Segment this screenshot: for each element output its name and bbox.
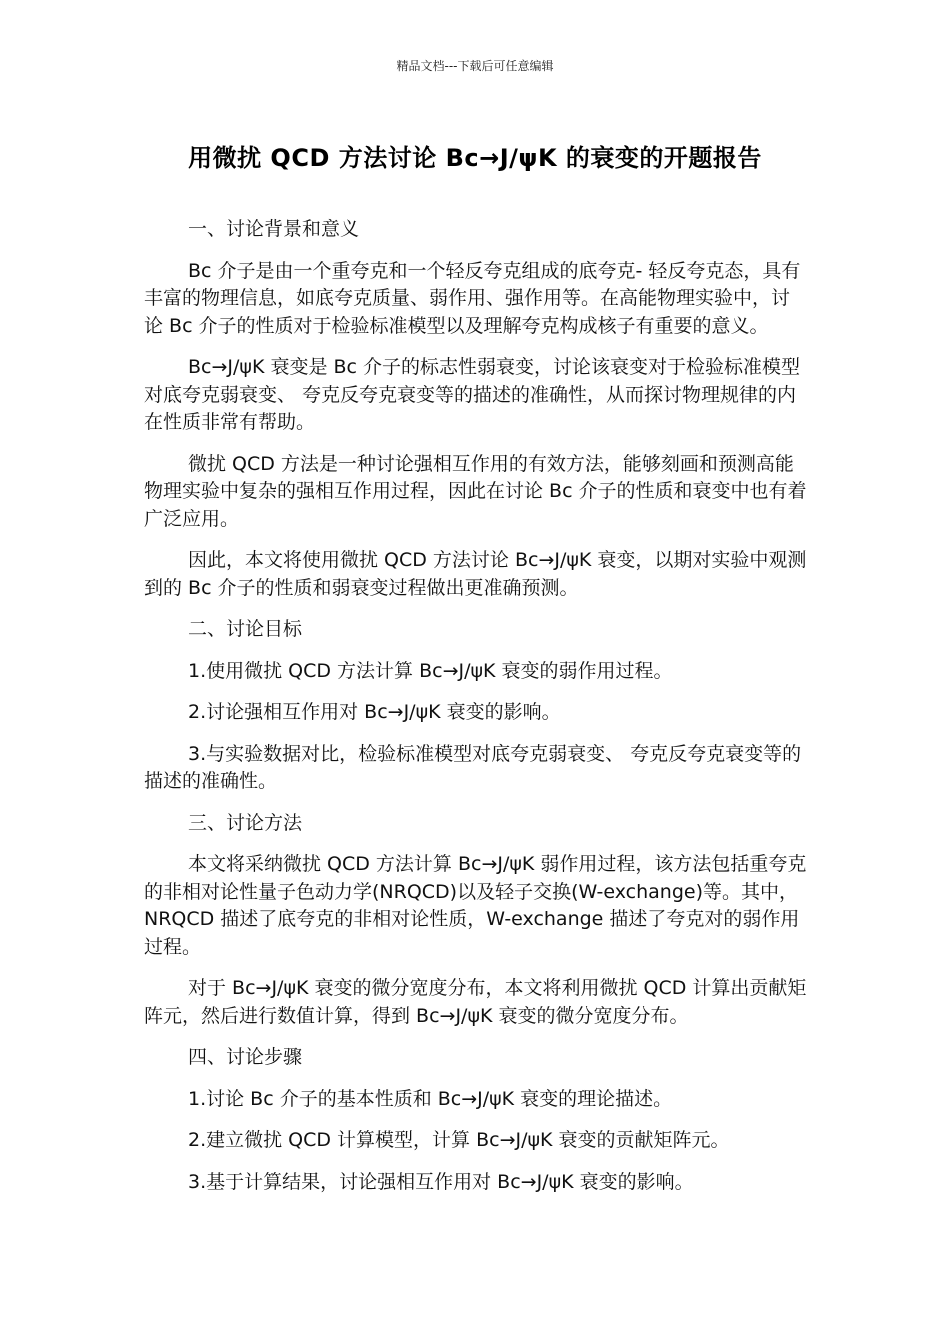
- section-heading-steps: 四、讨论步骤: [188, 1046, 303, 1068]
- paragraph: 微扰 QCD 方法是一种讨论强相互作用的有效方法，能够刻画和预测高能物理实验中复杂的强相互作用过程，因此在讨论 Bc 介子的性质和衰变中也有着广泛应用。: [144, 452, 807, 530]
- list-item: 1.讨论 Bc 介子的基本性质和 Bc→J/ψK 衰变的理论描述。: [188, 1087, 673, 1110]
- paragraph: Bc 介子是由一个重夸克和一个轻反夸克组成的底夸克- 轻反夸克态，具有丰富的物理信息，如底夸克质量、弱作用、强作用等。在高能物理实验中，讨论 Bc 介子的性质对于检验标准模型以及理解夸克构成核子有重要的意义。: [144, 259, 801, 337]
- document-title: 用微扰 QCD 方法讨论 Bc→J/ψK 的衰变的开题报告: [188, 144, 762, 172]
- section-heading-goals: 二、讨论目标: [188, 618, 303, 640]
- paragraph: 对于 Bc→J/ψK 衰变的微分宽度分布，本文将利用微扰 QCD 计算出贡献矩阵元，然后进行数值计算，得到 Bc→J/ψK 衰变的微分宽度分布。: [144, 977, 807, 1027]
- document-body: [144, 216, 808, 1210]
- list-item: 3.基于计算结果，讨论强相互作用对 Bc→J/ψK 衰变的影响。: [188, 1170, 694, 1193]
- list-item: 3.与实验数据对比，检验标准模型对底夸克弱衰变、 夸克反夸克衰变等的描述的准确性。: [144, 742, 802, 792]
- section-heading-methods: 三、讨论方法: [188, 811, 303, 834]
- list-item: 2.讨论强相互作用对 Bc→J/ψK 衰变的影响。: [188, 701, 561, 723]
- paragraph: Bc→J/ψK 衰变是 Bc 介子的标志性弱衰变，讨论该衰变对于检验标准模型对底夸克弱衰变、 夸克反夸克衰变等的描述的准确性，从而探讨物理规律的内在性质非常有帮助。: [144, 356, 801, 433]
- paragraph: 因此，本文将使用微扰 QCD 方法讨论 Bc→J/ψK 衰变，以期对实验中观测到的 Bc 介子的性质和弱衰变过程做出更准确预测。: [144, 549, 807, 599]
- paragraph: 本文将采纳微扰 QCD 方法计算 Bc→J/ψK 弱作用过程，该方法包括重夸克的非相对论性量子色动力学(NRQCD)以及轻子交换(W-exchange)等。其中，NRQCD 描述了底夸克的非相对论性质，W-exchange 描述了夸克对的弱作用过程。: [144, 853, 807, 958]
- page-header: 精品文档---下载后可任意编辑: [396, 59, 554, 73]
- list-item: 1.使用微扰 QCD 方法计算 Bc→J/ψK 衰变的弱作用过程。: [188, 659, 673, 682]
- section-heading-background: 一、讨论背景和意义: [188, 218, 360, 240]
- list-item: 2.建立微扰 QCD 计算模型，计算 Bc→J/ψK 衰变的贡献矩阵元。: [188, 1129, 730, 1151]
